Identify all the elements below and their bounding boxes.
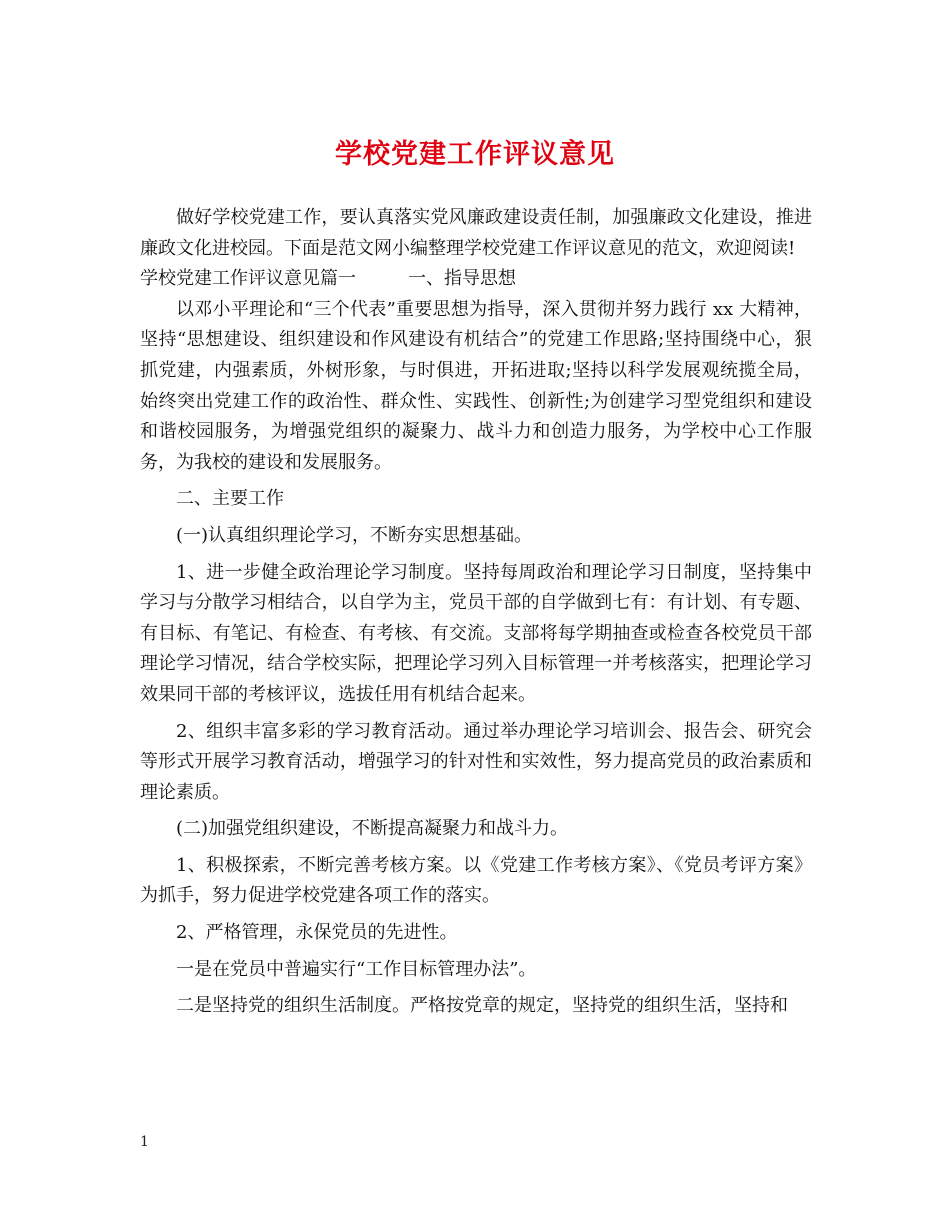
paragraph-item-2: 2、组织丰富多彩的学习教育活动。通过举办理论学习培训会、报告会、研究会等形式开展学习教育活动，增强学习的针对性和实效性，努力提高党员的政治素质和理论素质。 (140, 720, 812, 803)
section-heading-subtitle: 一、指导思想 (408, 268, 516, 290)
section-heading-title: 学校党建工作评议意见篇一 (140, 268, 356, 290)
paragraph-guiding-thought: 以邓小平理论和“三个代表”重要思想为指导，深入贯彻并努力践行 xx 大精神，坚持“思想建设、组织建设和作风建设有机结合”的党建工作思路;坚持围绕中心，狠抓党建，内强素质，外树形象，与时俱进，开拓进取;坚持以科学发展观统揽全局，始终突出党建工作的政治性、群众性、实践性、创新性;为创建学习型党组织和建设和谐校园服务，为增强党组织的凝聚力、战斗力和创造力服务，为学校中心工作服务，为我校的建设和发展服务。 (140, 298, 812, 473)
section-heading (140, 264, 812, 295)
document-title: 学校党建工作评议意见 (335, 139, 615, 170)
paragraph-item-1: 1、进一步健全政治理论学习制度。坚持每周政治和理论学习日制度，坚持集中学习与分散学习相结合，以自学为主，党员干部的自学做到七有：有计划、有专题、有目标、有笔记、有检查、有考核、有交流。支部将每学期抽查或检查各校党员干部理论学习情况，结合学校实际，把理论学习列入目标管理一并考核落实，把理论学习效果同干部的考核评议，选拔任用有机结合起来。 (140, 561, 812, 705)
paragraph-main-work-heading: 二、主要工作 (176, 488, 284, 510)
document-body (140, 203, 812, 1022)
paragraph-subheading-2: (二)加强党组织建设，不断提高凝聚力和战斗力。 (176, 818, 569, 840)
paragraph-item-5: 一是在党员中普遍实行“工作目标管理办法”。 (176, 958, 537, 980)
paragraph-subheading-1: (一)认真组织理论学习，不断夯实思想基础。 (176, 524, 533, 546)
paragraph-item-3: 1、积极探索，不断完善考核方案。以《党建工作考核方案》、《党员考评方案》为抓手，努力促进学校党建各项工作的落实。 (140, 854, 812, 907)
intro-paragraph: 做好学校党建工作，要认真落实党风廉政建设责任制，加强廉政文化建设，推进廉政文化进校园。下面是范文网小编整理学校党建工作评议意见的范文，欢迎阅读! (140, 207, 812, 259)
page-number: 1 (140, 1134, 149, 1150)
paragraph-item-4: 2、严格管理，永保党员的先进性。 (176, 922, 458, 944)
paragraph-item-6: 二是坚持党的组织生活制度。严格按党章的规定，坚持党的组织生活，坚持和 (176, 995, 788, 1017)
